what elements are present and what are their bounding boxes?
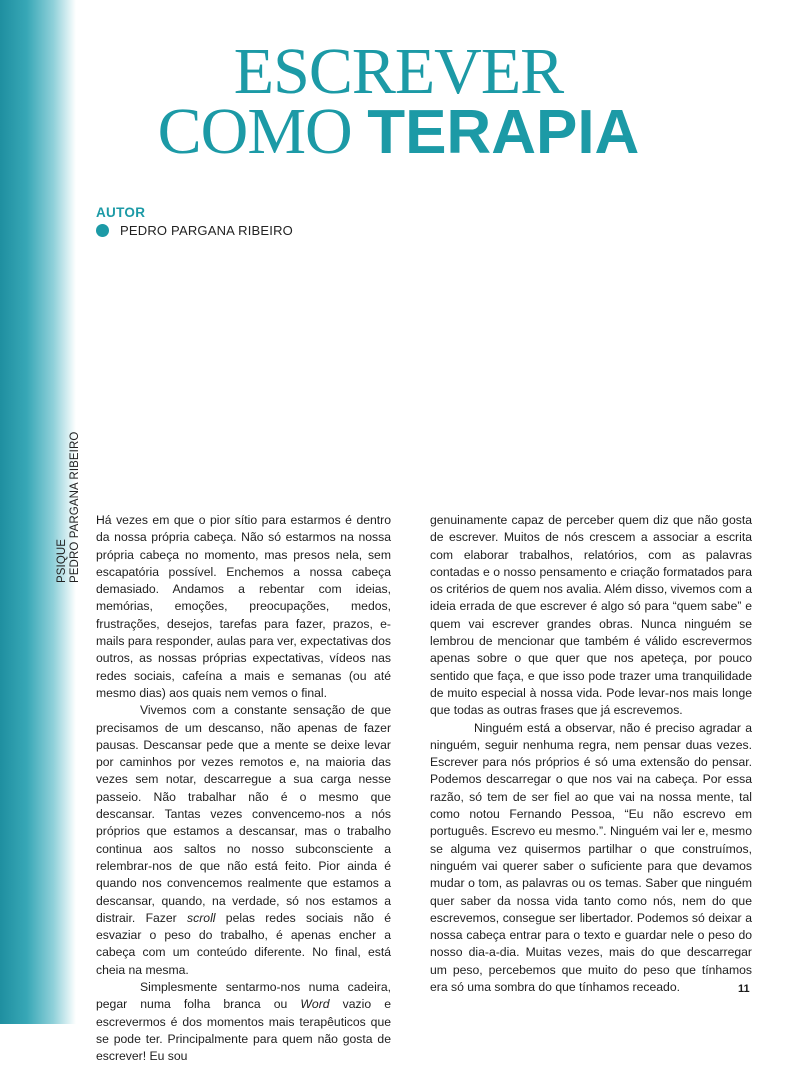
author-byline xyxy=(96,223,293,238)
paragraph: genuinamente capaz de perceber quem diz que não gosta de escrever. Muitos de nós crescem a associar a escrita com elaborar trabalhos, relatórios, com as palavras contadas e o nosso pensamento e criação formatados para os critérios de quem nos avalia. Além disso, vivemos com a ideia errada de que escrever é algo só para “quem sabe” e quem vai escrever grandes obras. Nunca ninguém se lembrou de mencionar que também é válido escrevermos apenas sobre o que quer que nos apeteça, por pouco sentido que faça, e que isso pode trazer uma tranquilidade de muito especial à nossa vida. Pode levar-nos mais longe que todas as outras frases que já escrevemos. xyxy=(430,513,752,718)
paragraph: Simplesmente sentarmo-nos numa cadeira, pegar numa folha branca ou Word vazio e escrevermos é dos momentos mais terapêuticos que se pode ter. Principalmente para quem não gosta de escrever! Eu sou xyxy=(96,980,391,1064)
page-number: 11 xyxy=(738,983,750,995)
paragraph: Vivemos com a constante sensação de que precisamos de um descanso, não apenas de fazer pausas. Descansar pede que a mente se deixe levar por caminhos por vezes remotos e, na maioria das vezes sem notar, descarregue a sua carga nesse passeio. Não trabalhar não é o mesmo que descansar. Tantas vezes convencemo-nos a nós próprios que estamos a descansar, mas o trabalho continua aos saltos no nosso subconsciente a relembrar-nos de que não está feito. Pior ainda é quando nos convencemos realmente que estamos a descansar, quando, na verdade, só nos estamos a distrair. Fazer scroll pelas redes sociais não é esvaziar o peso do trabalho, é apenas encher a cabeça com um conteúdo diferente. No final, está cheia na mesma. xyxy=(96,703,391,977)
title-word-como: COMO xyxy=(157,95,368,168)
running-header xyxy=(56,432,82,583)
article-title-line-2 xyxy=(0,96,797,169)
running-author: PEDRO PARGANA RIBEIRO xyxy=(69,431,81,583)
bullet-dot-icon xyxy=(96,224,109,237)
author-label: AUTOR xyxy=(96,205,146,220)
body-column-right xyxy=(430,512,752,996)
title-word-terapia: TERAPIA xyxy=(367,98,640,167)
paragraph: Há vezes em que o pior sítio para estarmos é dentro da nossa própria cabeça. Não só estarmos na nossa própria cabeça no momento, mas presos nela, sem escapatória possível. Enchemos a nossa cabeça demasiado. Andamos a rebentar com ideias, memórias, emoções, preocupações, medos, frustrações, desejos, tarefas para fazer, prazos, e-mails para responder, aulas para ver, expectativas dos outros, as nossas próprias expectativas, vídeos nas redes sociais, cafeína a mais e semanas (ou até mesmo dias) aos quais nem vemos o final. xyxy=(96,513,391,700)
paragraph: Ninguém está a observar, não é preciso agradar a ninguém, seguir nenhuma regra, nem pensar duas vezes. Escrever para nós próprios é só uma extensão do pensar. Podemos descarregar o que nos vai na cabeça. Por essa razão, só tem de ser fiel ao que vai na nossa mente, tal como notou Fernando Pessoa, “Eu não escrevo em português. Escrevo eu mesmo.”. Ninguém vai ler e, mesmo se alguma vez quisermos partilhar o que construímos, ninguém vai querer saber o suficiente para que devamos mudar o tom, as palavras ou os temas. Saber que ninguém quer saber da nossa vida tanto como nós, nem do que escrevemos, consegue ser libertador. Podemos só deixar a nossa cabeça entrar para o texto e guardar nele o peso do nosso dia-a-dia. Muitas vezes, mais do que descarregar um peso, percebemos que muito do peso que tínhamos era só uma sombra do que tínhamos receado. xyxy=(430,720,752,995)
section-label: PSIQUE xyxy=(56,538,68,583)
article-title-line-1: ESCREVER xyxy=(233,35,564,108)
author-name: PEDRO PARGANA RIBEIRO xyxy=(120,223,293,238)
body-column-left xyxy=(96,512,391,1066)
